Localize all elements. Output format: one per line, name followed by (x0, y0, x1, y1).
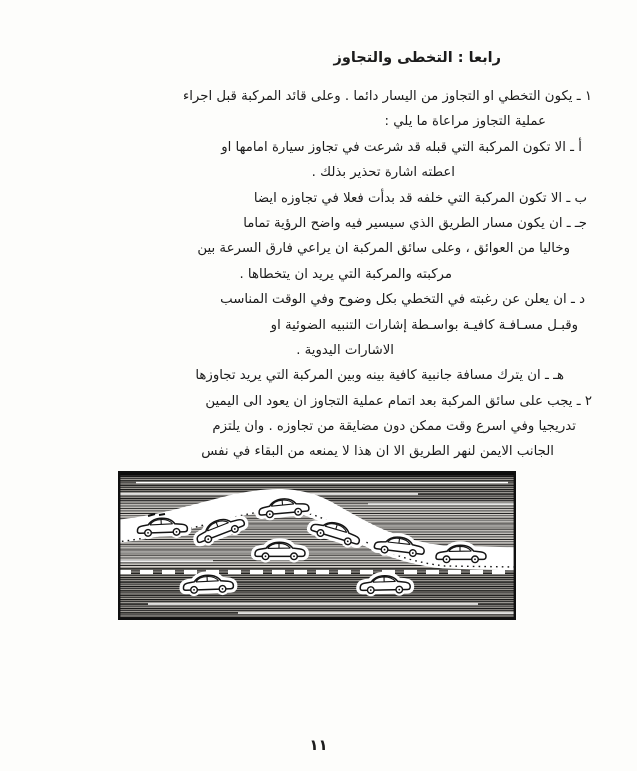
paragraph-line: ب ـ الا تكون المركبة التي خلفه قد بدأت فعلا في تجاوزه ايضا (253, 190, 587, 206)
paragraph-line: هـ ـ ان يترك مسافة جانبية كافية بينه وبين المركبة التي يريد تجاوزها (195, 368, 564, 384)
page-number: ١١ (309, 736, 328, 754)
paragraph-line: اعطته اشارة تحذير بذلك . (311, 165, 455, 181)
paragraph-line: جـ ـ ان يكون مسار الطريق الذي سيسير فيه واضح الرؤية تماما (243, 215, 587, 231)
overtaking-road-illustration (118, 471, 516, 620)
paragraph-line: تدريجيا وفي اسرع وقت ممكن دون مضايقة من تجاوزه . وان يلتزم (212, 419, 576, 435)
paragraph-line: عملية التجاوز مراعاة ما يلي : (384, 114, 546, 130)
car-overtaken (255, 542, 305, 562)
section-title: رابعا : التخطى والتجاوز (333, 50, 501, 66)
paragraph-line: أ ـ الا تكون المركبة التي قبله قد شرعت في تجاوز سيارة امامها او (221, 139, 582, 155)
paragraph-line: د ـ ان يعلن عن رغبته في التخطي بكل وضوح وفي الوقت المناسب (220, 292, 585, 308)
paragraph-line: مركبته والمركبة التي يريد ان يتخطاها . (239, 266, 452, 282)
paragraph-line: الاشارات اليدوية . (296, 342, 394, 358)
paragraph-line: ٢ ـ يجب على سائق المركبة بعد اتمام عملية التجاوز ان يعود الى اليمين (205, 393, 592, 409)
body-text (34, 84, 592, 465)
car-completed-right (436, 545, 486, 565)
paragraph-line: وخاليا من العوائق ، وعلى سائق المركبة ان يراعي فارق السرعة بين (197, 241, 570, 257)
paragraph-line: وقبـل مسـافـة كافيـة بواسـطة إشارات التنبيه الضوئية او (270, 317, 578, 333)
paragraph-line: ١ ـ يكون التخطي او التجاوز من اليسار دائما . وعلى قائد المركبة قبل اجراء (182, 89, 592, 104)
paragraph-line: الجانب الايمن لنهر الطريق الا ان هذا لا يمنعه من البقاء في نفس (201, 444, 554, 460)
